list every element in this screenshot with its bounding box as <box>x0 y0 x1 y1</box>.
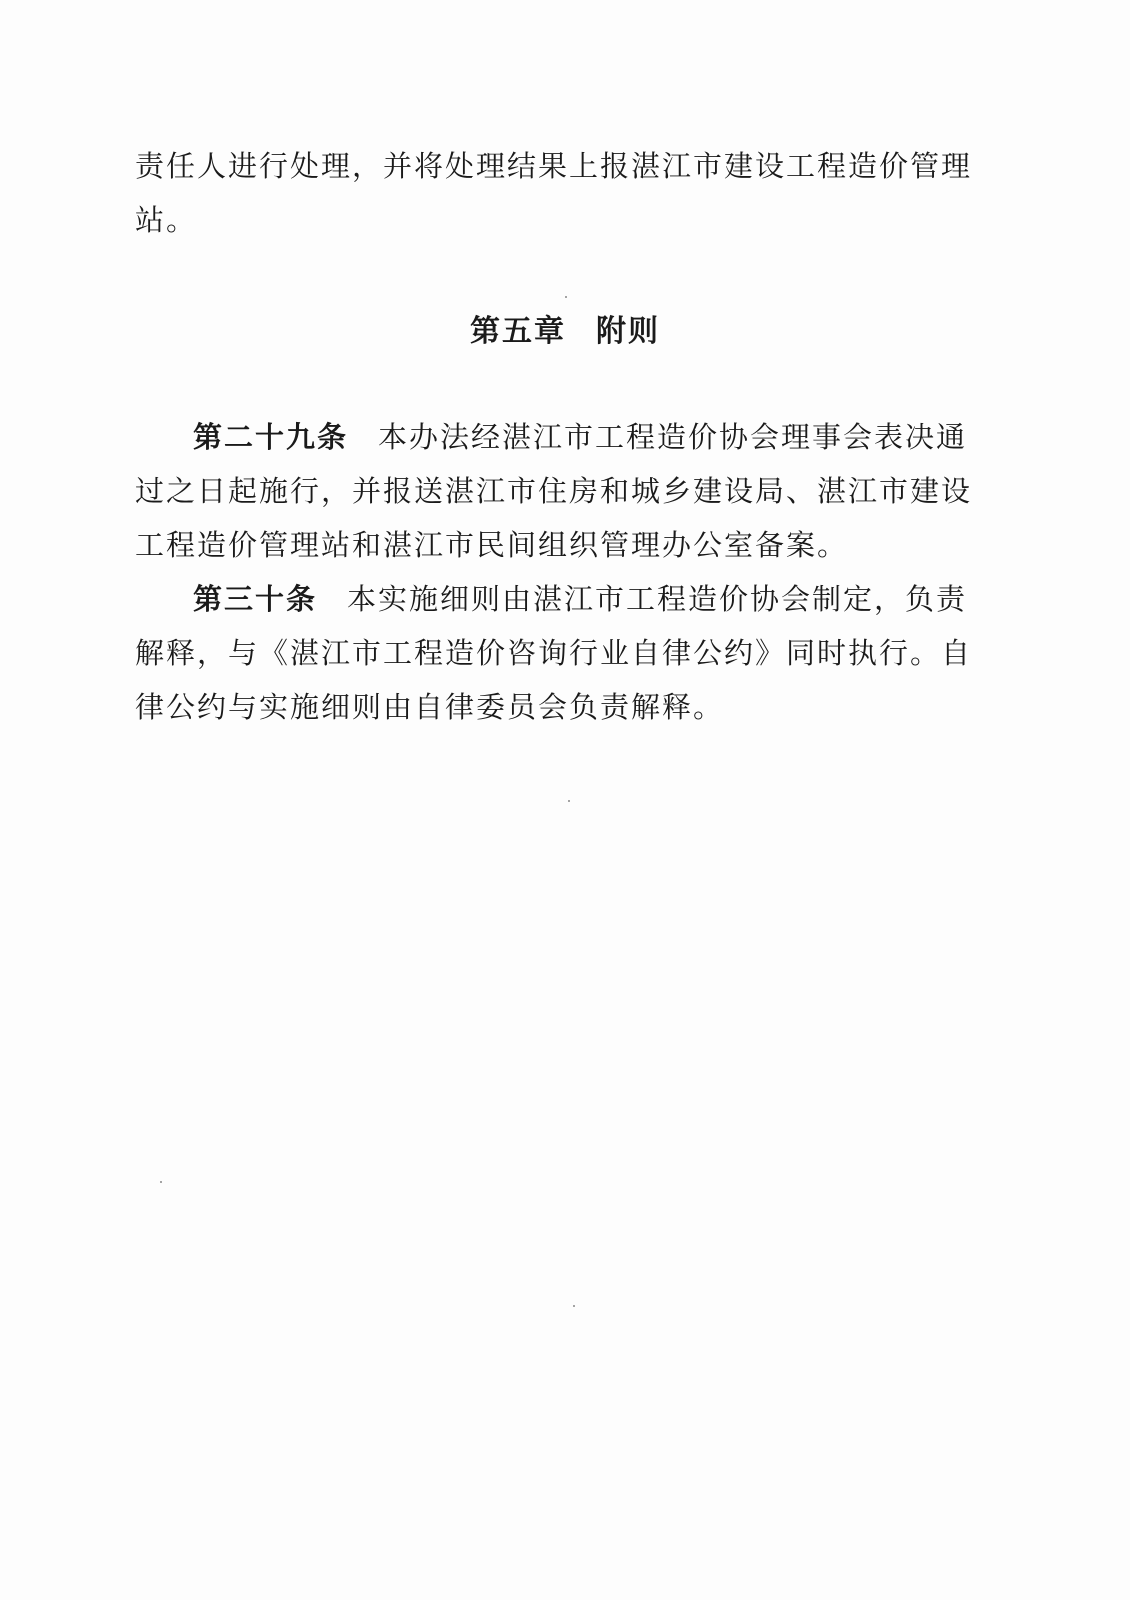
scan-speck <box>160 1181 162 1183</box>
chapter-number: 第五章 <box>470 314 566 349</box>
chapter-title: 附则 <box>596 314 660 349</box>
article-30-text: 本实施细则由湛江市工程造价协会制定，负责解释，与《湛江市工程造价咨询行业自律公约》同时执行。自律公约与实施细则由自律委员会负责解释。 <box>135 582 973 724</box>
article-30-label: 第三十条 <box>193 582 318 616</box>
continuation-paragraph <box>135 139 985 247</box>
article-29-label: 第二十九条 <box>193 420 349 454</box>
continuation-text: 责任人进行处理，并将处理结果上报湛江市建设工程造价管理站。 <box>135 149 973 237</box>
scan-speck <box>573 1305 575 1307</box>
chapter-heading <box>0 306 1130 350</box>
article-30 <box>135 572 985 734</box>
article-29 <box>135 410 985 572</box>
scan-speck <box>565 296 567 298</box>
article-29-text: 本办法经湛江市工程造价协会理事会表决通过之日起施行，并报送湛江市住房和城乡建设局、湛江市建设工程造价管理站和湛江市民间组织管理办公室备案。 <box>135 420 973 562</box>
scan-speck <box>568 800 570 802</box>
